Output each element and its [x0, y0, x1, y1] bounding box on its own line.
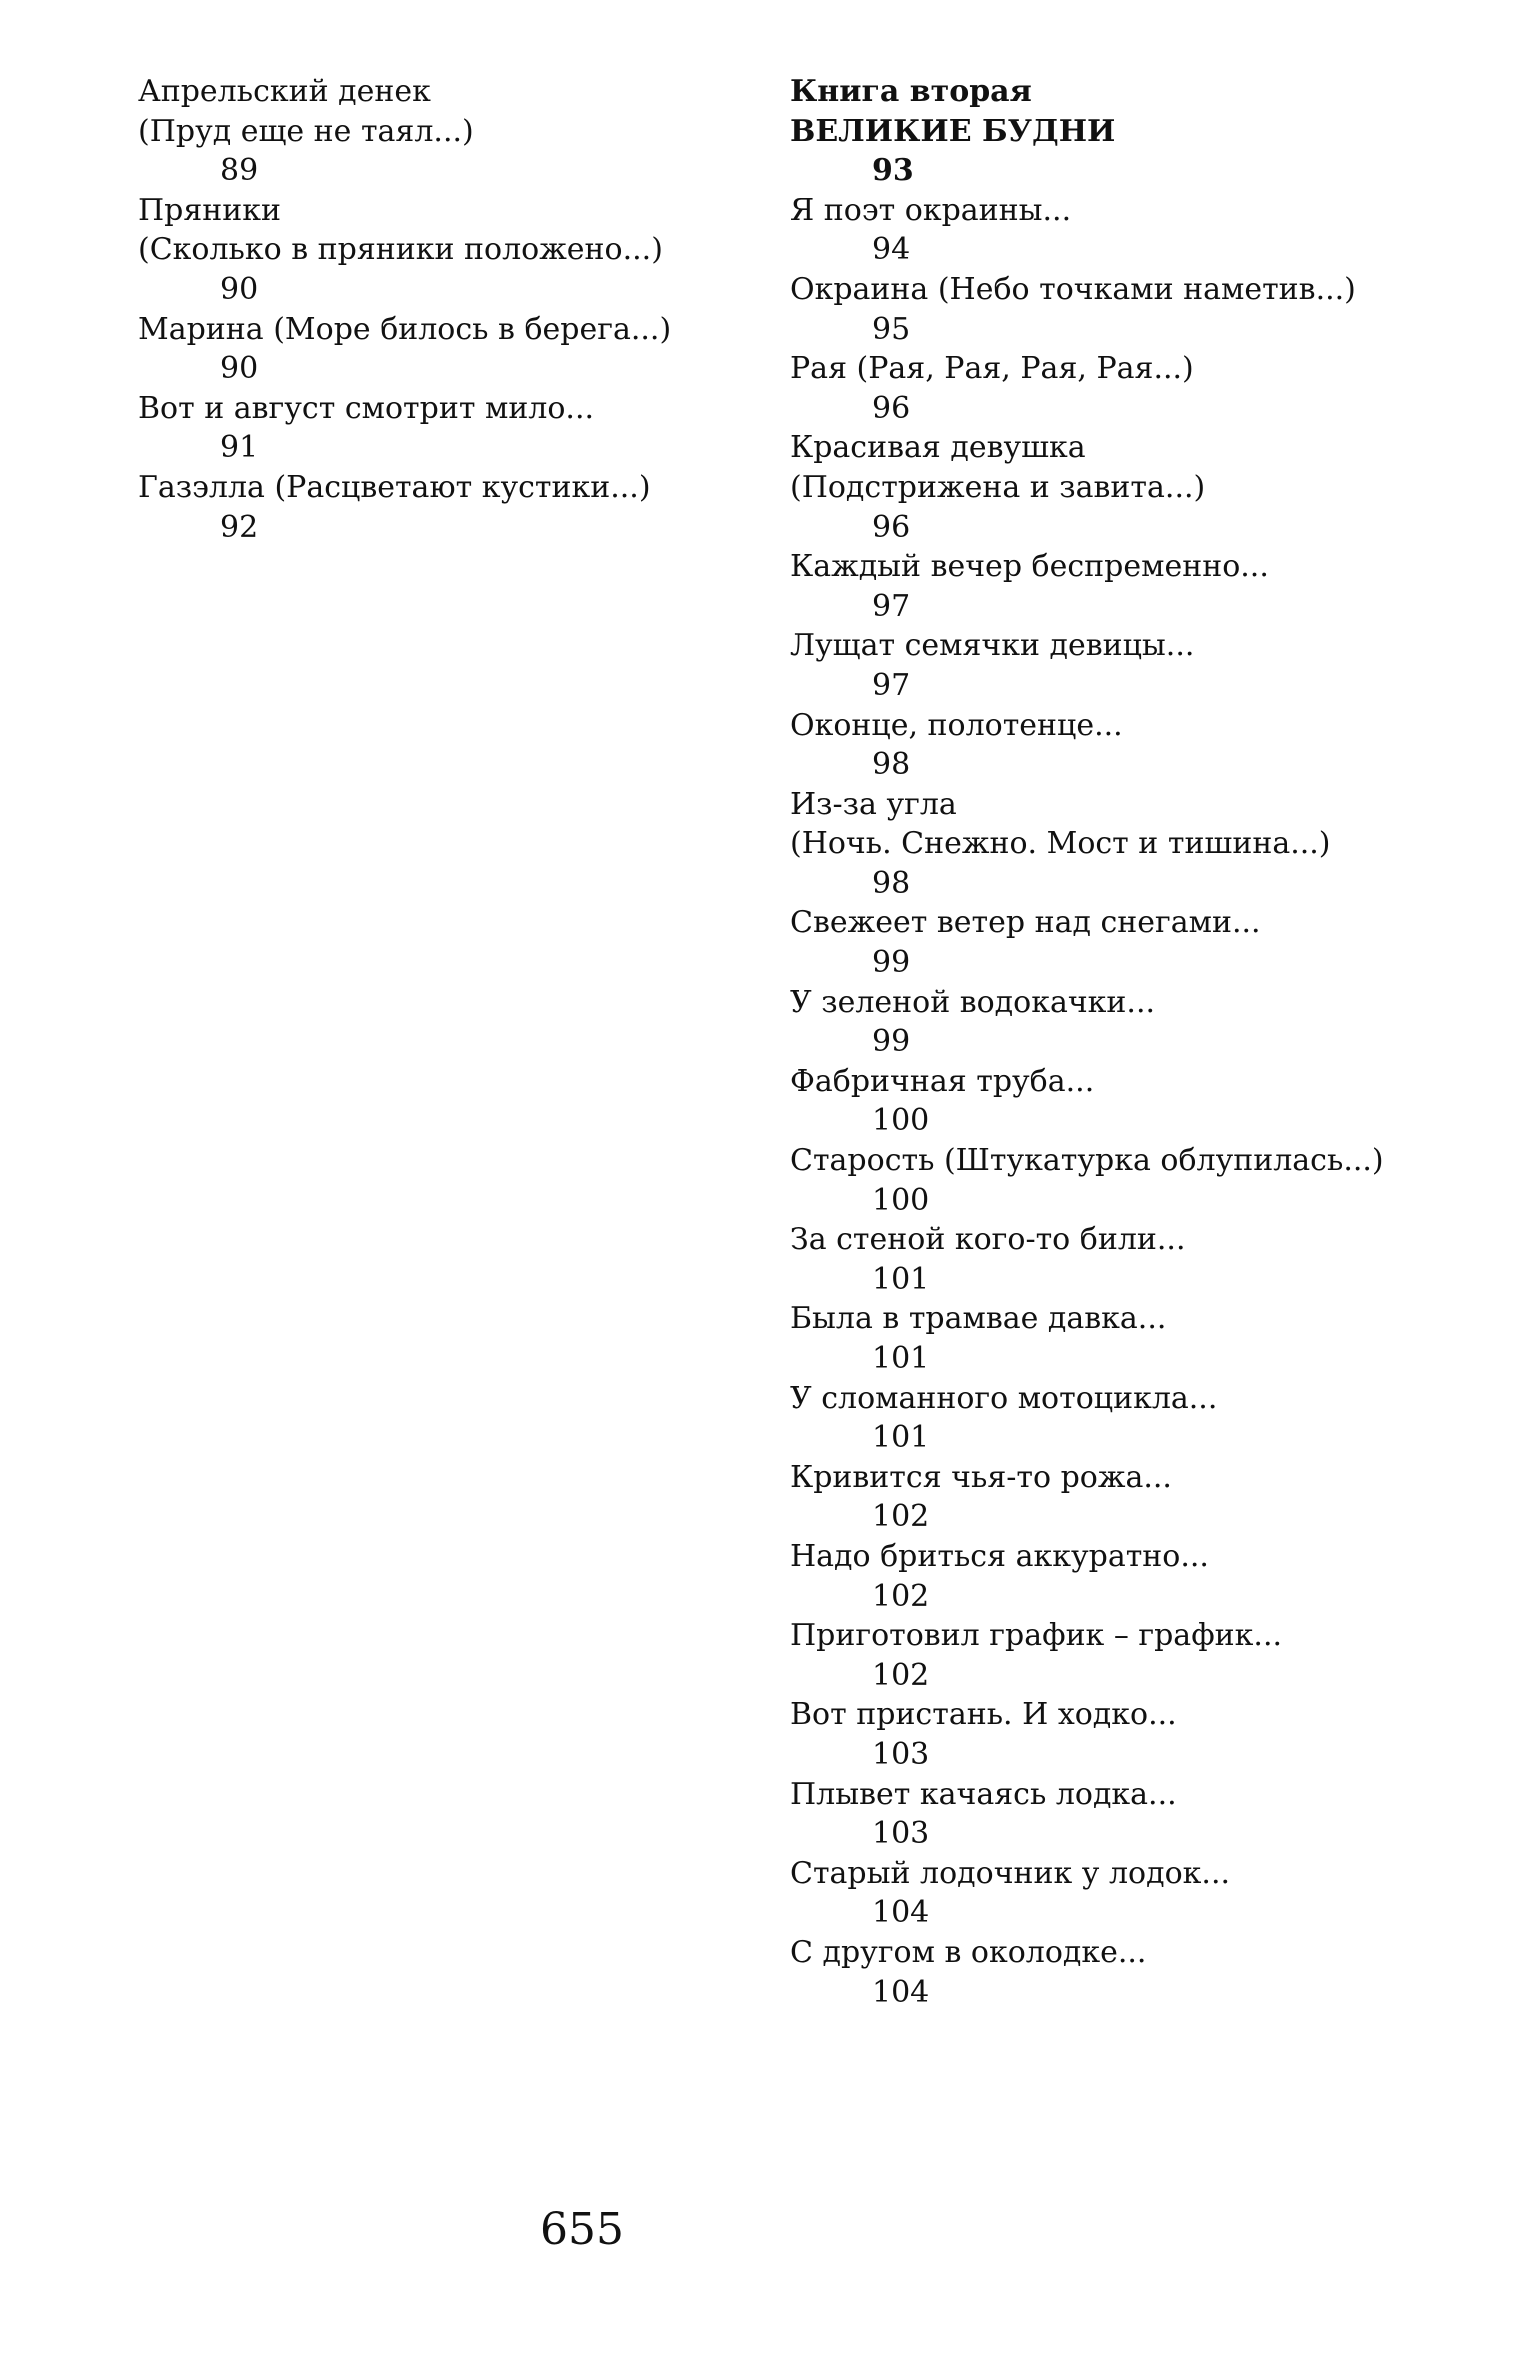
toc-entry — [790, 983, 1490, 1062]
entry-title: Плывет качаясь лодка... — [790, 1776, 1177, 1812]
entry-title: Из-за угла — [790, 786, 957, 822]
toc-entry — [790, 1933, 1490, 2012]
entry-title: Апрельский денек — [138, 74, 431, 109]
entry-page-number: 98 — [872, 865, 911, 901]
entry-page-number: 101 — [872, 1261, 930, 1297]
toc-entry — [790, 349, 1490, 428]
toc-entry — [790, 191, 1490, 270]
toc-entry — [790, 1141, 1490, 1220]
entry-page-number: 102 — [872, 1578, 930, 1614]
entry-page-number: 100 — [872, 1182, 930, 1218]
toc-entry — [790, 547, 1490, 626]
entry-title: Я поэт окраины... — [790, 192, 1072, 228]
entry-title: Окраина (Небо точками наметив...) — [790, 271, 1356, 307]
book-page-number: 93 — [872, 153, 914, 189]
entry-title: Лущат семячки девицы... — [790, 628, 1195, 664]
toc-left-column — [138, 72, 778, 547]
entry-page-number: 103 — [872, 1736, 930, 1772]
toc-entry — [790, 1854, 1490, 1933]
entry-title: Свежеет ветер над снегами... — [790, 905, 1261, 941]
toc-entry — [138, 191, 778, 310]
entry-page-number: 89 — [220, 153, 259, 189]
entry-title: Красивая девушка — [790, 430, 1086, 466]
entry-title: (Пруд еще не таял...) — [138, 113, 474, 149]
toc-entry — [138, 468, 778, 547]
toc-entry — [790, 1379, 1490, 1458]
book-label: Книга вторая — [790, 74, 1032, 109]
toc-entry — [790, 1062, 1490, 1141]
toc-entry — [790, 1695, 1490, 1774]
toc-entry — [790, 1537, 1490, 1616]
entry-title: Газэлла (Расцветают кустики...) — [138, 469, 651, 505]
toc-entry — [138, 72, 778, 191]
entry-title: Приготовил график – график... — [790, 1618, 1283, 1654]
book-title: ВЕЛИКИЕ БУДНИ — [790, 113, 1116, 149]
toc-right-column — [790, 72, 1490, 2012]
entry-title: (Подстрижена и завита...) — [790, 469, 1206, 505]
entry-title: Оконце, полотенце... — [790, 707, 1123, 743]
entry-page-number: 100 — [872, 1103, 930, 1139]
entry-title: У сломанного мотоцикла... — [790, 1380, 1218, 1416]
entry-page-number: 102 — [872, 1657, 930, 1693]
entry-page-number: 102 — [872, 1499, 930, 1535]
entry-title: За стеной кого-то били... — [790, 1222, 1186, 1258]
entry-title: Марина (Море билось в берега...) — [138, 311, 672, 347]
toc-entry — [790, 1220, 1490, 1299]
toc-entry — [790, 1299, 1490, 1378]
entry-title: С другом в околодке... — [790, 1934, 1147, 1970]
entry-page-number: 90 — [220, 271, 259, 307]
toc-entry — [790, 1775, 1490, 1854]
entry-title: (Сколько в пряники положено...) — [138, 232, 663, 268]
entry-title: Каждый вечер беспременно... — [790, 549, 1269, 585]
entry-page-number: 97 — [872, 588, 911, 624]
toc-entry — [790, 626, 1490, 705]
entry-page-number: 96 — [872, 509, 911, 545]
entry-page-number: 96 — [872, 390, 911, 426]
entry-page-number: 94 — [872, 232, 911, 268]
entry-title: Пряники — [138, 192, 282, 228]
entry-title: (Ночь. Снежно. Мост и тишина...) — [790, 826, 1331, 862]
right-entries — [790, 191, 1490, 2012]
toc-entry — [138, 389, 778, 468]
entry-page-number: 104 — [872, 1895, 930, 1931]
entry-title: Фабричная труба... — [790, 1063, 1095, 1099]
section-header — [790, 72, 1490, 191]
entry-page-number: 99 — [872, 945, 911, 981]
entry-page-number: 98 — [872, 747, 911, 783]
entry-page-number: 95 — [872, 311, 911, 347]
entry-page-number: 97 — [872, 667, 911, 703]
toc-entry — [790, 1458, 1490, 1537]
entry-title: Старый лодочник у лодок... — [790, 1855, 1231, 1891]
entry-page-number: 104 — [872, 1974, 930, 2010]
toc-entry — [138, 310, 778, 389]
entry-title: Была в трамвае давка... — [790, 1301, 1167, 1337]
entry-title: Вот пристань. И ходко... — [790, 1697, 1177, 1733]
entry-page-number: 92 — [220, 509, 259, 545]
entry-title: Старость (Штукатурка облупилась...) — [790, 1143, 1384, 1179]
entry-page-number: 91 — [220, 430, 259, 466]
entry-title: Кривится чья-то рожа... — [790, 1459, 1172, 1495]
toc-entry — [790, 706, 1490, 785]
toc-entry — [790, 903, 1490, 982]
entry-title: Надо бриться аккуратно... — [790, 1538, 1209, 1574]
toc-entry — [790, 785, 1490, 904]
toc-entry — [790, 1616, 1490, 1695]
entry-title: Вот и август смотрит мило... — [138, 390, 595, 426]
toc-entry — [790, 270, 1490, 349]
entry-page-number: 90 — [220, 351, 259, 387]
entry-page-number: 103 — [872, 1816, 930, 1852]
entry-page-number: 101 — [872, 1341, 930, 1376]
entry-title: У зеленой водокачки... — [790, 984, 1156, 1020]
toc-entry — [790, 428, 1490, 547]
page-folio: 655 — [540, 2204, 624, 2255]
entry-page-number: 99 — [872, 1024, 911, 1060]
entry-title: Рая (Рая, Рая, Рая, Рая...) — [790, 351, 1194, 387]
entry-page-number: 101 — [872, 1420, 930, 1456]
